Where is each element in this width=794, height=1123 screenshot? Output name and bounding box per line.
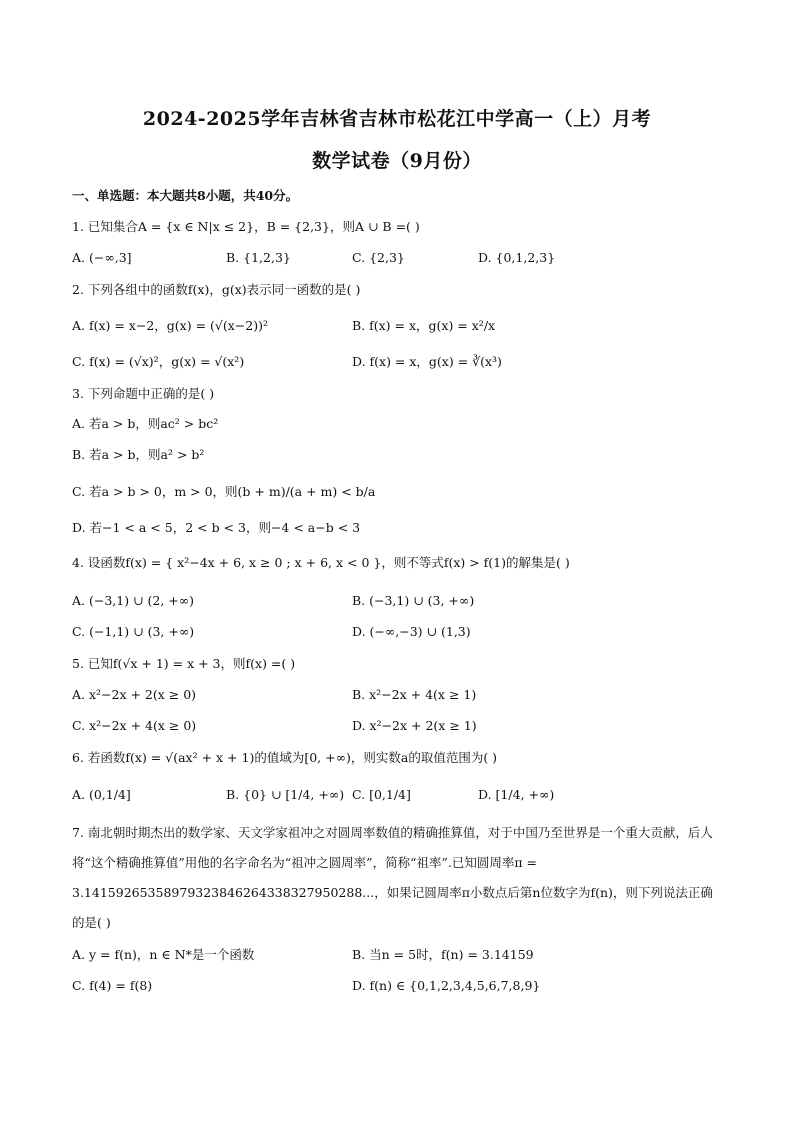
question-7-option-a: A. y = f(n)，n ∈ N*是一个函数	[72, 947, 255, 962]
exam-title: 2024-2025学年吉林省吉林市松花江中学高一（上）月考	[142, 108, 652, 130]
question-5-option-c: C. x²−2x + 4(x ≥ 0)	[72, 718, 197, 733]
question-4-option-d: D. (−∞,−3) ∪ (1,3)	[352, 624, 471, 639]
question-6-option-c: C. [0,1/4]	[352, 787, 411, 802]
question-3-option-c: C. 若a > b > 0，m > 0，则(b + m)/(a + m) < b/a	[72, 484, 376, 499]
question-7-option-d: D. f(n) ∈ {0,1,2,3,4,5,6,7,8,9}	[352, 978, 541, 993]
question-2-option-b: B. f(x) = x，g(x) = x²/x	[352, 318, 496, 333]
question-3-option-d: D. 若−1 < a < 5，2 < b < 3，则−4 < a−b < 3	[72, 520, 361, 535]
question-3-option-a: A. 若a > b，则ac² > bc²	[72, 416, 219, 431]
question-1-option-a: A. (−∞,3]	[72, 250, 132, 265]
question-1-stem: 1. 已知集合A = {x ∈ N|x ≤ 2}，B = {2,3}，则A ∪ B =( )	[72, 219, 420, 234]
question-6-stem: 6. 若函数f(x) = √(ax² + x + 1)的值域为[0, +∞)，则实数a的取值范围为( )	[72, 750, 498, 765]
question-6-option-b: B. {0} ∪ [1/4, +∞)	[226, 787, 345, 802]
question-2-stem: 2. 下列各组中的函数f(x)，g(x)表示同一函数的是( )	[72, 282, 361, 297]
question-5-option-b: B. x²−2x + 4(x ≥ 1)	[352, 687, 477, 702]
question-3-stem: 3. 下列命题中正确的是( )	[72, 386, 215, 401]
question-4-stem: 4. 设函数f(x) = { x²−4x + 6, x ≥ 0 ; x + 6, x < 0 }，则不等式f(x) > f(1)的解集是( )	[72, 555, 570, 570]
question-2-option-a: A. f(x) = x−2，g(x) = (√(x−2))²	[72, 318, 268, 333]
question-5-stem: 5. 已知f(√x + 1) = x + 3，则f(x) =( )	[72, 656, 296, 671]
question-7-option-b: B. 当n = 5时，f(n) = 3.14159	[352, 947, 534, 962]
question-2-option-c: C. f(x) = (√x)²，g(x) = √(x²)	[72, 354, 245, 369]
question-1-option-c: C. {2,3}	[352, 250, 405, 265]
question-6-option-d: D. [1/4, +∞)	[478, 787, 555, 802]
question-7-stem: 7. 南北朝时期杰出的数学家、天文学家祖冲之对圆周率数值的精确推算值，对于中国乃至世界是一个重大贡献，后人将“这个精确推算值”用他的名字命名为“祖冲之圆周率”，简称“祖率”.已知圆周率π = 3.14159265358979323846264338327950288...，如果记圆周率π小数点后第n位数字为f(n)，则下列说法正确的是( )	[72, 825, 713, 930]
question-4-option-b: B. (−3,1) ∪ (3, +∞)	[352, 593, 475, 608]
question-3-option-b: B. 若a > b，则a² > b²	[72, 447, 205, 462]
question-4-option-c: C. (−1,1) ∪ (3, +∞)	[72, 624, 195, 639]
question-1-option-b: B. {1,2,3}	[226, 250, 291, 265]
question-1-option-d: D. {0,1,2,3}	[478, 250, 556, 265]
question-6-option-a: A. (0,1/4]	[72, 787, 131, 802]
exam-subtitle: 数学试卷（9月份）	[312, 150, 482, 172]
section-heading: 一、单选题：本大题共8小题，共40分。	[72, 188, 299, 203]
question-7-option-c: C. f(4) = f(8)	[72, 978, 153, 993]
question-2-option-d: D. f(x) = x，g(x) = ∛(x³)	[352, 354, 502, 369]
question-5-option-d: D. x²−2x + 2(x ≥ 1)	[352, 718, 477, 733]
question-4-option-a: A. (−3,1) ∪ (2, +∞)	[72, 593, 195, 608]
question-5-option-a: A. x²−2x + 2(x ≥ 0)	[72, 687, 197, 702]
